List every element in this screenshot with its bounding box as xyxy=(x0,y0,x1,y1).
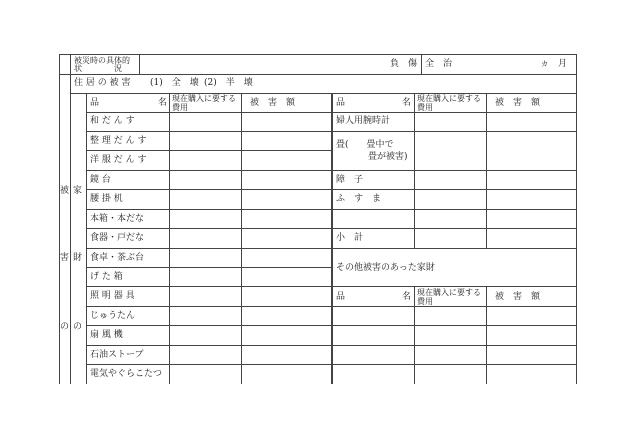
rule xyxy=(86,364,331,365)
situation-label-2: 状 況 xyxy=(74,64,122,73)
item-kyodai: 鏡 台 xyxy=(90,175,111,185)
rule xyxy=(169,93,170,384)
rule xyxy=(331,209,577,210)
rule xyxy=(414,286,415,384)
col-item-left-a: 品 xyxy=(90,98,100,108)
rule xyxy=(486,93,487,248)
item-kotatsu: 電気やぐらこたつ xyxy=(90,369,163,379)
housing-damage-label: 住 居 の 被 害 xyxy=(74,78,131,88)
rule xyxy=(331,248,577,249)
rule xyxy=(86,170,331,171)
rule xyxy=(331,325,577,326)
item-shoji: 障 子 xyxy=(336,175,364,185)
rule xyxy=(331,131,577,132)
col-item-right-a: 品 xyxy=(336,98,346,108)
rule xyxy=(421,54,422,74)
item-sekiyu-stove: 石油ストーブ xyxy=(90,350,144,360)
rule xyxy=(331,170,577,171)
rule xyxy=(86,93,87,384)
item-tatami-2: 畳が被害) xyxy=(368,152,408,162)
item-wadansu: 和 だ ん す xyxy=(90,116,135,126)
col-item-right2-b: 名 xyxy=(402,292,412,302)
side-label-higai-2: 害 xyxy=(60,253,70,263)
rule xyxy=(86,248,331,249)
side-label-higai-3: の xyxy=(60,322,70,332)
item-senpuki: 扇 風 機 xyxy=(90,330,123,340)
col-cost-right2: 現在購入に要する xyxy=(417,288,481,297)
rule xyxy=(86,306,331,307)
rule xyxy=(241,93,242,384)
col-item-right-b: 名 xyxy=(402,98,412,108)
rule xyxy=(86,189,331,190)
rule xyxy=(414,93,415,248)
rule xyxy=(139,54,140,74)
injury-full-cure: 全 治 xyxy=(425,59,453,69)
rule xyxy=(70,93,577,94)
rule xyxy=(59,54,60,384)
injury-label: 負 傷 xyxy=(390,59,418,69)
col-damage-left: 被 害 額 xyxy=(250,98,296,108)
housing-option-half: (2) 半 壊 xyxy=(204,78,253,88)
item-subtotal: 小 計 xyxy=(336,233,364,243)
col-cost-right: 現在購入に要する xyxy=(417,94,481,103)
rule xyxy=(86,286,331,287)
col-item-left-b: 名 xyxy=(158,98,168,108)
rule xyxy=(86,209,331,210)
rule xyxy=(331,189,577,190)
side-label-kazai-1: 家 xyxy=(73,186,83,196)
col-cost-right2-2: 費用 xyxy=(417,297,433,306)
col-damage-right2: 被 害 額 xyxy=(495,292,541,302)
rule xyxy=(70,54,71,384)
rule xyxy=(86,325,331,326)
col-cost-right-2: 費用 xyxy=(417,103,433,112)
rule xyxy=(86,228,331,229)
situation-label: 被災時の具体的 xyxy=(74,56,130,65)
item-shokki: 食器・戸だな xyxy=(90,233,145,243)
rule xyxy=(331,364,577,365)
rule xyxy=(86,345,331,346)
item-honbako: 本箱・本だな xyxy=(90,214,145,224)
rule xyxy=(331,93,333,384)
col-item-right2-a: 品 xyxy=(336,292,346,302)
item-watch: 婦人用腕時計 xyxy=(336,116,391,126)
item-koshikakezukue: 腰 掛 机 xyxy=(90,194,123,204)
rule xyxy=(331,306,577,307)
item-seiridansu: 整 理 だ ん す xyxy=(90,136,147,146)
side-label-kazai-2: 財 xyxy=(73,253,83,263)
rule xyxy=(486,286,487,384)
item-fusuma: ふ す ま xyxy=(336,194,382,204)
rule xyxy=(86,131,331,132)
rule xyxy=(331,345,577,346)
item-shomei: 照 明 器 具 xyxy=(90,291,135,301)
rule xyxy=(331,228,577,229)
rule xyxy=(86,150,331,151)
item-shokutaku: 食卓・茶ぶ台 xyxy=(90,253,145,263)
item-jutan: じゅうたん xyxy=(90,311,136,321)
rule xyxy=(86,267,331,268)
col-cost-left-2: 費用 xyxy=(172,103,188,112)
rule xyxy=(576,54,577,384)
other-items-title: その他被害のあった家財 xyxy=(336,263,435,273)
item-getabako: げ た 箱 xyxy=(90,272,123,282)
item-yofukudansu: 洋 服 だ ん す xyxy=(90,155,147,165)
rule xyxy=(59,54,577,55)
side-label-higai-1: 被 xyxy=(60,186,70,196)
item-tatami: 畳( 畳中で xyxy=(336,140,394,150)
rule xyxy=(331,286,577,287)
injury-months-unit: ヵ 月 xyxy=(540,59,568,69)
col-damage-right: 被 害 額 xyxy=(495,98,541,108)
housing-option-full: (1) 全 壊 xyxy=(150,78,199,88)
col-cost-left: 現在購入に要する xyxy=(172,94,236,103)
rule xyxy=(59,74,577,75)
side-label-kazai-3: の xyxy=(73,322,83,332)
